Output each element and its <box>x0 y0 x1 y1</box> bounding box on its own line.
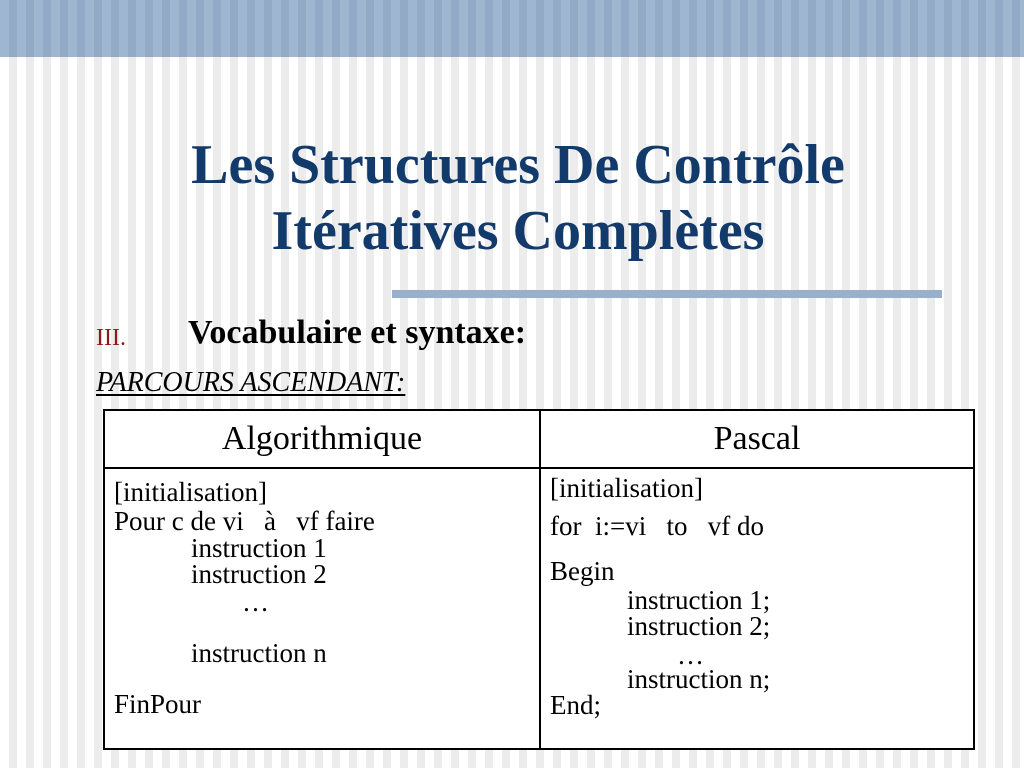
syntax-table <box>103 409 975 750</box>
pascal-line-initialisation: [initialisation] <box>550 473 703 503</box>
algo-line-instruction-2: instruction 2 <box>191 559 327 589</box>
top-header-bar <box>0 0 1024 57</box>
pascal-line-for: for i:=vi to vf do <box>550 511 764 541</box>
table-header-pascal: Pascal <box>713 420 801 457</box>
algo-line-initialisation: [initialisation] <box>114 477 267 507</box>
section-number: III. <box>96 325 126 351</box>
table-header-divider <box>105 467 973 469</box>
algo-line-pour: Pour c de vi à vf faire <box>114 506 375 536</box>
pascal-line-instruction-1: instruction 1; <box>627 585 771 615</box>
subtitle: PARCOURS ASCENDANT: <box>96 367 406 398</box>
title-line-1: Les Structures De Contrôle <box>191 134 845 196</box>
algo-line-finpour: FinPour <box>114 689 202 719</box>
algo-line-instruction-n: instruction n <box>191 638 327 668</box>
algo-line-instruction-1: instruction 1 <box>191 533 327 563</box>
pascal-line-end: End; <box>550 690 601 720</box>
pascal-ellipsis: … <box>677 640 704 670</box>
table-header-algorithmique: Algorithmique <box>221 420 423 457</box>
pascal-line-instruction-n: instruction n; <box>627 664 771 694</box>
slide-title <box>60 132 976 264</box>
pascal-line-instruction-2: instruction 2; <box>627 611 771 641</box>
title-accent-line <box>392 290 942 298</box>
algo-ellipsis: … <box>242 587 269 617</box>
title-line-2: Itératives Complètes <box>271 200 765 262</box>
pascal-line-begin: Begin <box>550 556 615 586</box>
section-title: Vocabulaire et syntaxe: <box>188 314 527 351</box>
